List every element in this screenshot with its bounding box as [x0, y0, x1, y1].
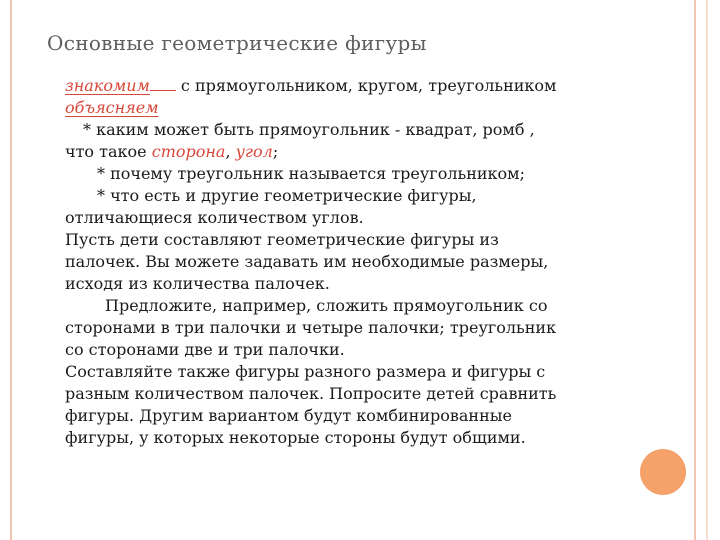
intro-line [65, 74, 690, 97]
decorative-circle [640, 449, 686, 495]
paragraph-3-b: разным количеством палочек. Попросите детей сравнить [65, 384, 557, 403]
slide-body [65, 74, 690, 449]
paragraph-2-a: Предложите, например, сложить прямоугольник со [105, 296, 548, 315]
slide-border-right [694, 0, 696, 540]
question-1-a: * каким может быть прямоугольник - квадрат, ромб , [83, 120, 535, 139]
question-3-b: отличающиеся количеством углов. [65, 208, 364, 227]
slide-border-right-outer [706, 0, 708, 540]
term-side: сторона [151, 142, 226, 161]
paragraph-2-c: со сторонами две и три палочки. [65, 340, 345, 359]
paragraph-3-d: фигуры, у которых некоторые стороны будут общими. [65, 428, 526, 447]
paragraph-2-b: сторонами в три палочки и четыре палочки; треугольник [65, 318, 557, 337]
term-angle: угол [235, 142, 273, 161]
q1-comma: , [225, 142, 236, 161]
q1-prefix: что такое [65, 142, 152, 161]
q1-end: ; [272, 142, 279, 161]
paragraph-3-c: фигуры. Другим вариантом будут комбинированные [65, 406, 512, 425]
explain-line [65, 97, 690, 119]
question-3-a: * что есть и другие геометрические фигуры, [97, 186, 477, 205]
slide-title: Основные геометрические фигуры [47, 31, 427, 55]
question-1-b [65, 141, 690, 163]
paragraph-1-b: палочек. Вы можете задавать им необходимые размеры, [65, 252, 549, 271]
term-explain: объясняем [65, 98, 159, 117]
question-2: * почему треугольник называется треугольником; [97, 164, 525, 183]
slide-border-left [10, 0, 12, 540]
underline-blank [150, 74, 176, 91]
term-introduce: знакомим [65, 76, 150, 95]
intro-rest: с прямоугольником, кругом, треугольником [180, 76, 557, 95]
paragraph-1-a: Пусть дети составляют геометрические фигуры из [65, 230, 499, 249]
paragraph-1-c: исходя из количества палочек. [65, 274, 330, 293]
paragraph-3-a: Составляйте также фигуры разного размера и фигуры с [65, 362, 546, 381]
